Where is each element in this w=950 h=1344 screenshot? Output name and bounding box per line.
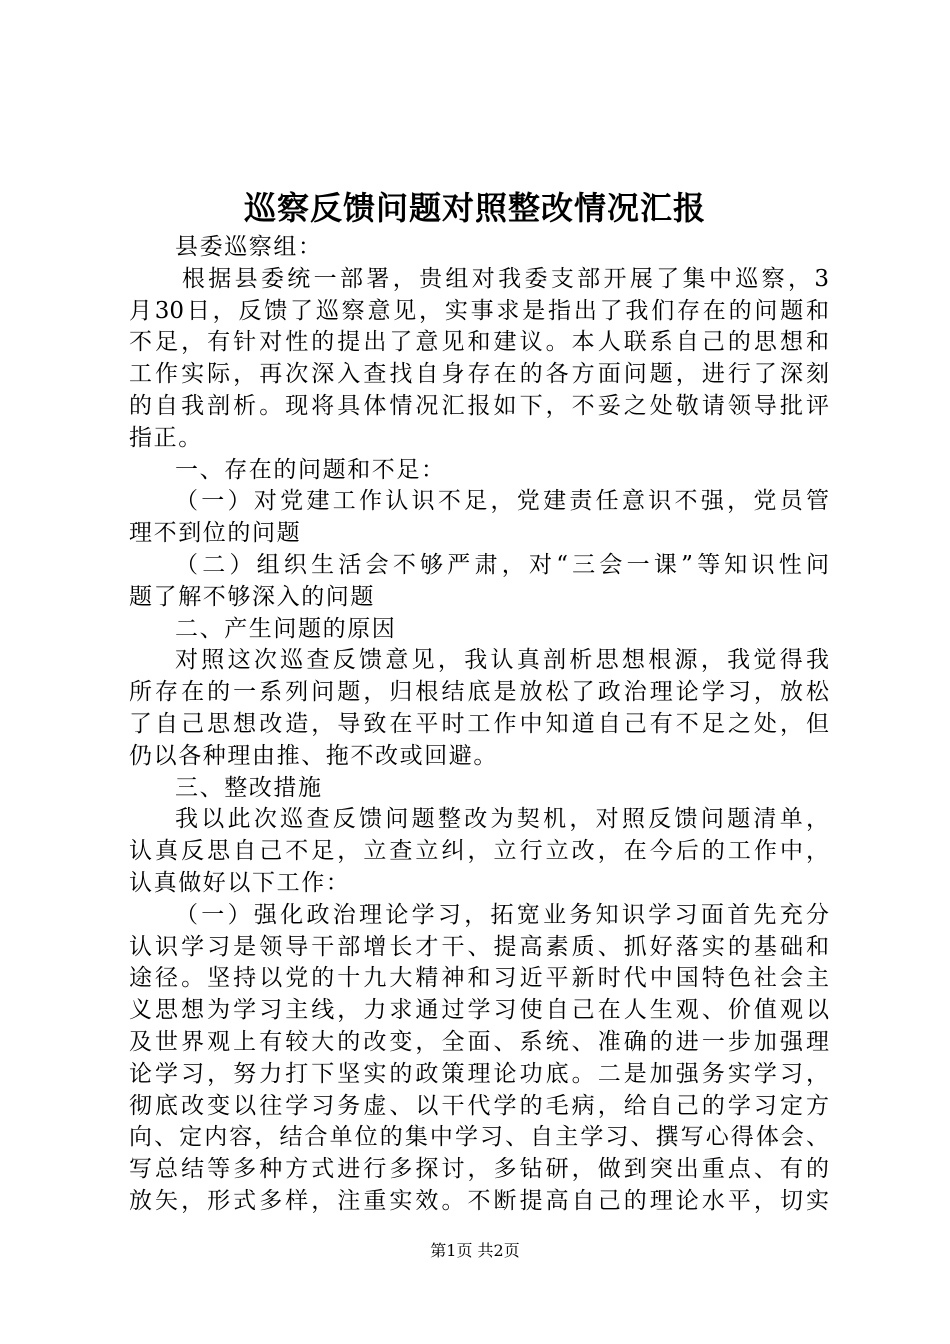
body-line: 一、存在的问题和不足：: [175, 456, 446, 483]
body-line: 题了解不够深入的问题: [129, 583, 375, 610]
document-body: [129, 232, 829, 1218]
body-line: （二）组织生活会不够严肃，对“三会一课”等知识性问: [175, 551, 829, 578]
body-line: 所存在的一系列问题，归根结底是放松了政治理论学习，放松: [129, 679, 829, 706]
body-line: 工作实际，再次深入查找自身存在的各方面问题，进行了深刻: [129, 361, 829, 388]
body-line: 月30日，反馈了巡察意见，实事求是指出了我们存在的问题和: [129, 297, 829, 324]
body-line: 认真做好以下工作：: [129, 869, 351, 896]
body-line: 我以此次巡查反馈问题整改为契机，对照反馈问题清单，: [175, 806, 829, 833]
body-line: 理不到位的问题: [129, 520, 302, 547]
body-line: 向、定内容，结合单位的集中学习、自主学习、撰写心得体会、: [129, 1124, 829, 1151]
body-line: 三、整改措施: [175, 774, 323, 801]
body-line: 论学习，努力打下坚实的政策理论功底。二是加强务实学习，: [129, 1060, 829, 1087]
body-line: （一）强化政治理论学习，拓宽业务知识学习面首先充分: [175, 901, 829, 928]
body-line: 指正。: [129, 424, 203, 451]
body-line: 了自己思想改造，导致在平时工作中知道自己有不足之处，但: [129, 710, 829, 737]
body-line: 县委巡察组：: [175, 234, 323, 260]
body-line: 义思想为学习主线，力求通过学习使自己在人生观、价值观以: [129, 997, 829, 1024]
body-line: 根据县委统一部署，贵组对我委支部开展了集中巡察，3: [181, 265, 829, 292]
body-line: 彻底改变以往学习务虚、以干代学的毛病，给自己的学习定方: [129, 1092, 829, 1119]
body-line: 的自我剖析。现将具体情况汇报如下，不妥之处敬请领导批评: [129, 392, 829, 419]
body-line: 不足，有针对性的提出了意见和建议。本人联系自己的思想和: [129, 329, 829, 356]
body-line: 写总结等多种方式进行多探讨，多钻研，做到突出重点、有的: [129, 1156, 829, 1183]
page-footer: 第1页 共2页: [430, 1241, 520, 1260]
body-line: 二、产生问题的原因: [175, 615, 397, 642]
body-line: 及世界观上有较大的改变，全面、系统、准确的进一步加强理: [129, 1028, 829, 1055]
body-line: （一）对党建工作认识不足，党建责任意识不强，党员管: [175, 488, 829, 515]
body-line: 途径。坚持以党的十九大精神和习近平新时代中国特色社会主: [129, 965, 829, 992]
body-line: 对照这次巡查反馈意见，我认真剖析思想根源，我觉得我: [175, 647, 829, 674]
document-title: 巡察反馈问题对照整改情况汇报: [243, 189, 706, 227]
body-line: 仍以各种理由推、拖不改或回避。: [129, 742, 498, 769]
body-line: 放矢，形式多样，注重实效。不断提高自己的理论水平，切实: [129, 1187, 829, 1214]
body-line: 认识学习是领导干部增长才干、提高素质、抓好落实的基础和: [129, 933, 829, 960]
body-line: 认真反思自己不足，立查立纠，立行立改，在今后的工作中，: [129, 838, 829, 865]
